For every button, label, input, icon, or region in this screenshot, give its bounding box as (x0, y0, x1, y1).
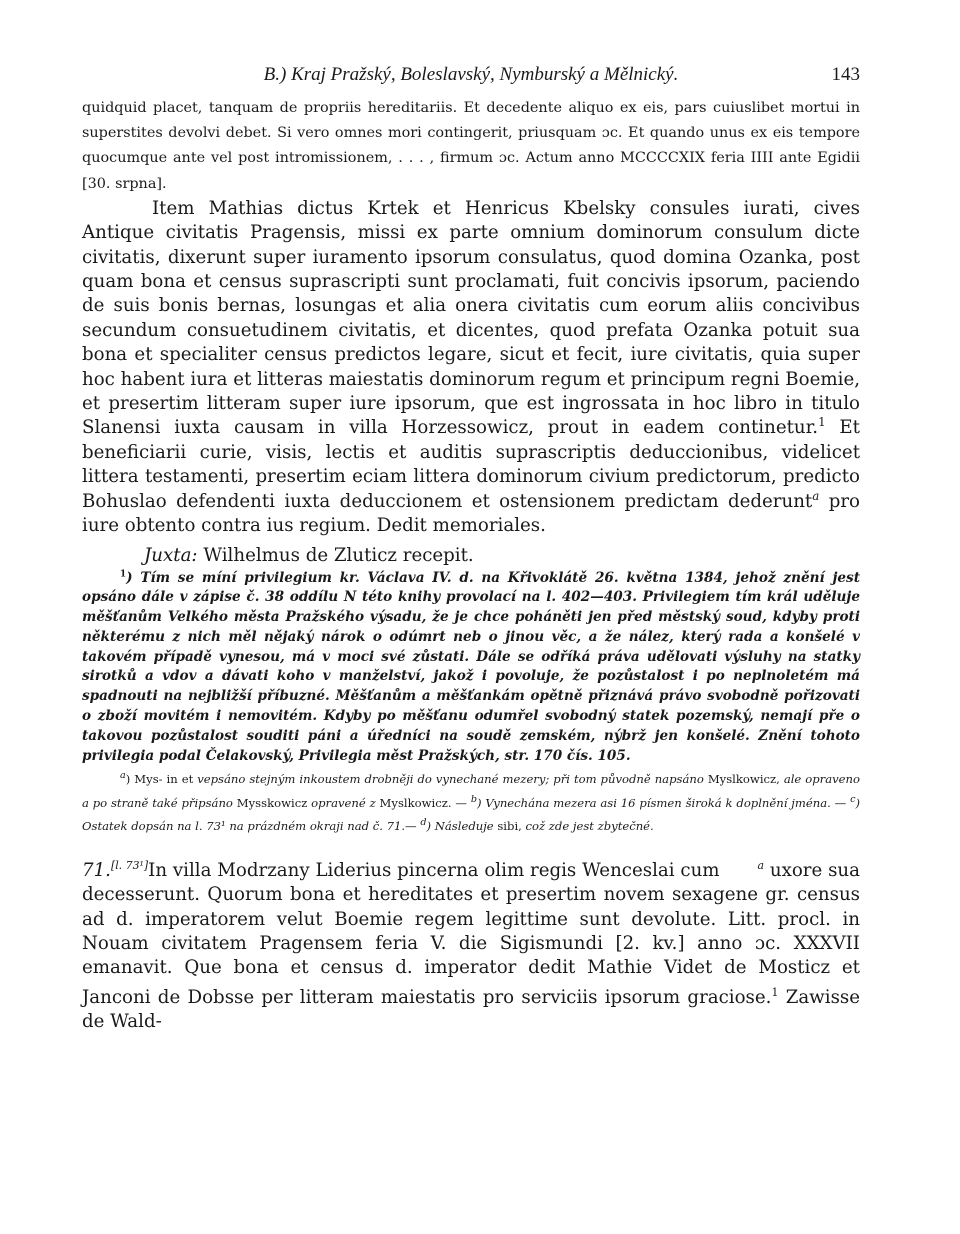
note-d-text: ) Následuje (426, 818, 498, 833)
footnote-1-reference: 1 (818, 415, 826, 430)
text-critical-notes (82, 766, 860, 835)
note-a-text: ale opraveno a po straně také připsáno (82, 772, 860, 810)
document-page (82, 64, 860, 1035)
footnote-1 (82, 569, 860, 767)
folio-reference: [l. 73¹] (110, 858, 149, 872)
note-a-text: opravené z (311, 795, 380, 810)
note-d-mark: d (420, 816, 427, 828)
main-text-part2: Et beneficiarii curie, visis, lectis et auditis suprascriptis deduccionibus, videlicet littera testamenti, presertim eciam littera dominorum civium predictorum, predicto Bohuslao defendenti iuxta deduccionem et ostensionem predictam dederunt (82, 417, 860, 512)
note-a-text: Mysskowicz (236, 795, 312, 810)
note-a-mark: a (757, 858, 765, 872)
juxta-line (82, 543, 860, 569)
note-d-text: což zde jest zbytečné. (525, 818, 654, 833)
footnote-1-text: ) Tím se míní privilegium kr. Václava IV. d. na Křivoklátě 26. května 1384, jehož znění jest opsáno dále v zápise č. 38 oddílu N této knihy provolací na l. 402—403. Privilegiem tím král uděluje měšťanům Velkého města Pražského výsadu, že je chce poháněti jen před městský soud, kdyby proti některému z nich měl nějaký nárok o odúmrt neb o jinou věc, a že nález, který rada a konšelé v takovém případě vynesou, má v moci své zůstati. Dále se odříká práva udělovati výsluhy na statky sirotků a vdov a dávati koho v manželství, jakož i povoluje, že pozůstalost i po neplnoletém má spadnouti na nejbližší příbuzné. Měšťanům a měšťankám opětně přiznává právo svobodně pořizovati o zboží movitém i nemovitém. Kdyby po měšťanu odumřel svobodný statek pozemský, nemají pře o takovou pozůstalost souditi páni a úředníci na soudě zemském, nýbrž jen konšelé. Znění tohoto privilegia podal Čelakovský, Privilegia měst Pražských, str. 170 čís. 105. (82, 569, 860, 764)
main-paragraph (82, 197, 860, 539)
footnote-1-mark-2: 1 (771, 985, 779, 999)
note-a-reference: a (812, 488, 820, 503)
note-c-mark: c (850, 793, 856, 805)
footnote-1-mark: 1 (120, 568, 127, 579)
note-c-text: na prázdném okraji nad č. 71.— (225, 818, 421, 833)
entry-text-continue: uxore sua decesserunt. Quorum bona et hereditates et presertim novem sexagene gr. census ad d. imperatorem velut Boemie regem legittime sunt devolute. Litt. procl. in Nouam civitatem Pragensem feria V. die Sigismundi [2. kv.] anno ɔc. XXXVII emanavit. Que bona et census d. imperator dedit Mathie Videt de Mosticz et Janconi de Dobsse per litteram maiestatis pro serviciis ipsorum graciose. (82, 859, 860, 1008)
note-b-mark: b (470, 793, 478, 805)
main-text-part1: Item Mathias dictus Krtek et Henricus Kbelsky consules iurati, cives Antique civitatis Pragensis, missi ex parte omnium dominorum consulum dicte civitatis, dixerunt super iuramento ipsorum consulatus, quod domina Ozanka, post quam bona et census suprascripti sunt proclamati, fuit concivis ipsorum, paciendo de suis bonis bernas, losungas et alia onera civitatis cum eorum aliis concivibus secundum consuetudinem civitatis, et dicentes, quod prefata Ozanka potuit sua bona et specialiter census predictos legare, sicut et fecit, iure civitatis, quia super hoc habent iura et litteras maiestatis dominorum regum et principum regni Boemie, et presertim litteram super iure ipsorum, que est ingrossata in hoc libro in titulo Slanensi iuxta causam in villa Horzessowicz, prout in eadem continetur. (82, 197, 860, 439)
note-c-text: ¹ (221, 818, 226, 833)
running-title: B.) Kraj Pražský, Boleslavský, Nymburský a Mělnický. (263, 64, 679, 85)
note-a-text: Myslkowicz. — (379, 795, 471, 810)
note-a-text: Myslkowicz, (707, 772, 784, 787)
running-header (82, 64, 860, 96)
note-d-text: sibi, (497, 818, 526, 833)
juxta-label: Juxta: (144, 544, 198, 566)
note-a-mark: a (120, 770, 126, 782)
page-number: 143 (831, 64, 860, 85)
main-text-part3: pro iure obtento contra ius regium. Dedit memoriales. (82, 490, 860, 537)
note-b-text: ) Vynechána mezera asi 16 písmen široká k doplnění jména. — (477, 795, 851, 810)
entry-number: 71. (82, 859, 111, 881)
note-a-text: ) Mys- in et (125, 772, 198, 787)
note-c-text: ) Ostatek dopsán na l. 73 (82, 795, 861, 833)
entry-text-start: In villa Modrzany Liderius pincerna olim regis Wenceslai cum (148, 859, 720, 881)
entry-71 (82, 854, 860, 1035)
note-a-text: vepsáno stejným inkoustem drobněji do vynechané mezery; při tom původně napsáno (197, 772, 708, 787)
juxta-text: Wilhelmus de Zluticz recepit. (203, 544, 474, 566)
continued-paragraph: quidquid placet, tanquam de propriis hereditariis. Et decedente aliquo ex eis, pars cuiuslibet mortui in superstites devolvi debet. Si vero omnes mori contingerit, priusquam ɔc. Et quando unus ex eis tempore quocumque ante vel post intromissionem, . . . , firmum ɔc. Actum anno MCCCCXIX feria IIII ante Egidii [30. srpna]. (82, 100, 860, 192)
entry-text-end: Zawisse de Wald- (82, 986, 860, 1033)
